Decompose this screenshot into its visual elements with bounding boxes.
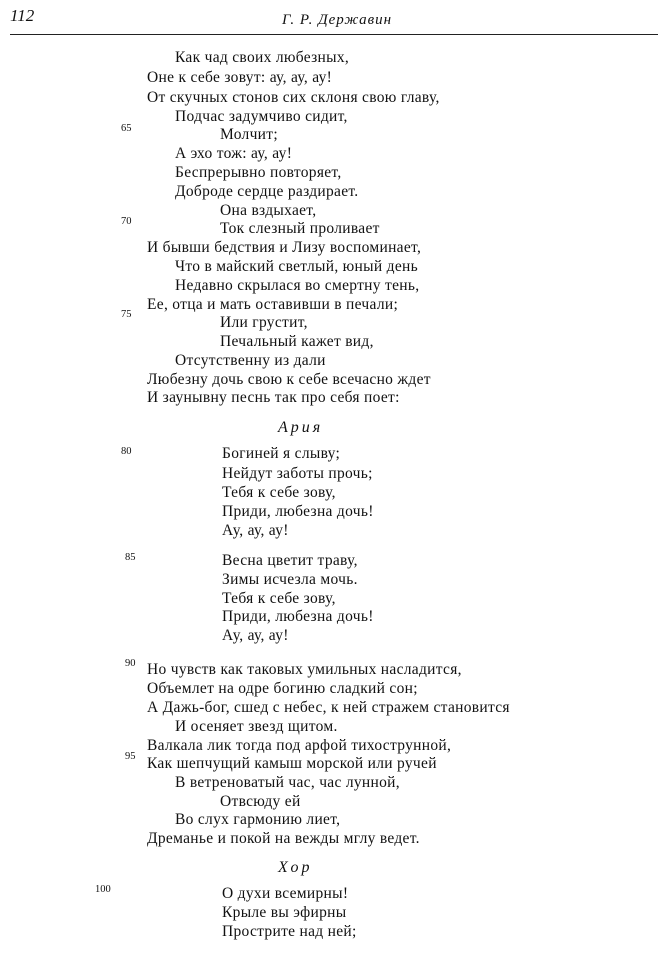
line-number: 85 — [125, 552, 136, 563]
verse-line: Как чад своих любезных, — [175, 49, 350, 66]
verse-line: Тебя к себе зову, — [222, 590, 336, 607]
verse-line: Как шепчущий камыш морской или ручей — [147, 755, 437, 772]
verse-line: Что в майский светлый, юный день — [175, 258, 418, 275]
line-number: 80 — [121, 446, 132, 457]
line-number: 95 — [125, 751, 136, 762]
verse-line: Отсутственну из дали — [175, 352, 326, 369]
verse-line: Тебя к себе зову, — [222, 484, 336, 501]
verse-line: Приди, любезна дочь! — [222, 608, 374, 625]
line-number: 70 — [121, 216, 132, 227]
verse-line: Ток слезный проливает — [220, 220, 380, 237]
verse-line: Подчас задумчиво сидит, — [175, 108, 348, 125]
verse-line: Во слух гармонию лиет, — [175, 811, 341, 828]
verse-line: В ветреноватый час, час лунной, — [175, 774, 400, 791]
verse-line: И бывши бедствия и Лизу воспоминает, — [147, 239, 422, 256]
verse-line: Приди, любезна дочь! — [222, 503, 374, 520]
line-number: 100 — [95, 884, 111, 895]
line-number: 75 — [121, 309, 132, 320]
verse-line: А Дажь-бог, сшед с небес, к ней стражем становится — [147, 699, 510, 716]
verse-line: Крыле вы эфирны — [222, 904, 347, 921]
line-number: 90 — [125, 658, 136, 669]
verse-line: Молчит; — [220, 126, 278, 143]
verse-line: Доброде сердце раздирает. — [175, 183, 359, 200]
page-number: 112 — [10, 6, 35, 25]
chorus-heading: Хор — [278, 859, 313, 876]
verse-line: Печальный кажет вид, — [220, 333, 374, 350]
verse-line: Но чувств как таковых умильных насладится, — [147, 661, 462, 678]
verse-line: Объемлет на одре богиню сладкий сон; — [147, 680, 418, 697]
verse-line: Прострите над ней; — [222, 923, 357, 940]
verse-line: Любезну дочь свою к себе всечасно ждет — [147, 371, 431, 388]
verse-line: Недавно скрылася во смертну тень, — [175, 277, 420, 294]
verse-line: О духи всемирны! — [222, 885, 349, 902]
verse-line: Отвсюду ей — [220, 793, 301, 810]
verse-line: Валкала лик тогда под арфой тихострунной, — [147, 737, 452, 754]
verse-line: Ее, отца и мать оставивши в печали; — [147, 296, 399, 313]
aria-heading: Ария — [278, 419, 324, 436]
verse-line: Ау, ау, ау! — [222, 522, 289, 539]
verse-line: Или грустит, — [220, 314, 308, 331]
verse-line: И осеняет звезд щитом. — [175, 718, 338, 735]
verse-line: Богиней я слыву; — [222, 445, 341, 462]
verse-line: Ау, ау, ау! — [222, 627, 289, 644]
running-title: Г. Р. Державин — [282, 12, 393, 28]
verse-line: Беспрерывно повторяет, — [175, 164, 342, 181]
verse-line: Зимы исчезла мочь. — [222, 571, 358, 588]
header-rule — [10, 34, 658, 35]
verse-line: И заунывну песнь так про себя поет: — [147, 389, 400, 406]
verse-line: Весна цветит траву, — [222, 552, 358, 569]
line-number: 65 — [121, 123, 132, 134]
verse-line: Нейдут заботы прочь; — [222, 465, 373, 482]
verse-line: Оне к себе зовут: ау, ау, ау! — [147, 69, 333, 86]
verse-line: Дреманье и покой на вежды мглу ведет. — [147, 830, 420, 847]
verse-line: От скучных стонов сих склоня свою главу, — [147, 89, 440, 106]
verse-line: Она вздыхает, — [220, 202, 317, 219]
verse-line: А эхо тож: ау, ау! — [175, 145, 293, 162]
